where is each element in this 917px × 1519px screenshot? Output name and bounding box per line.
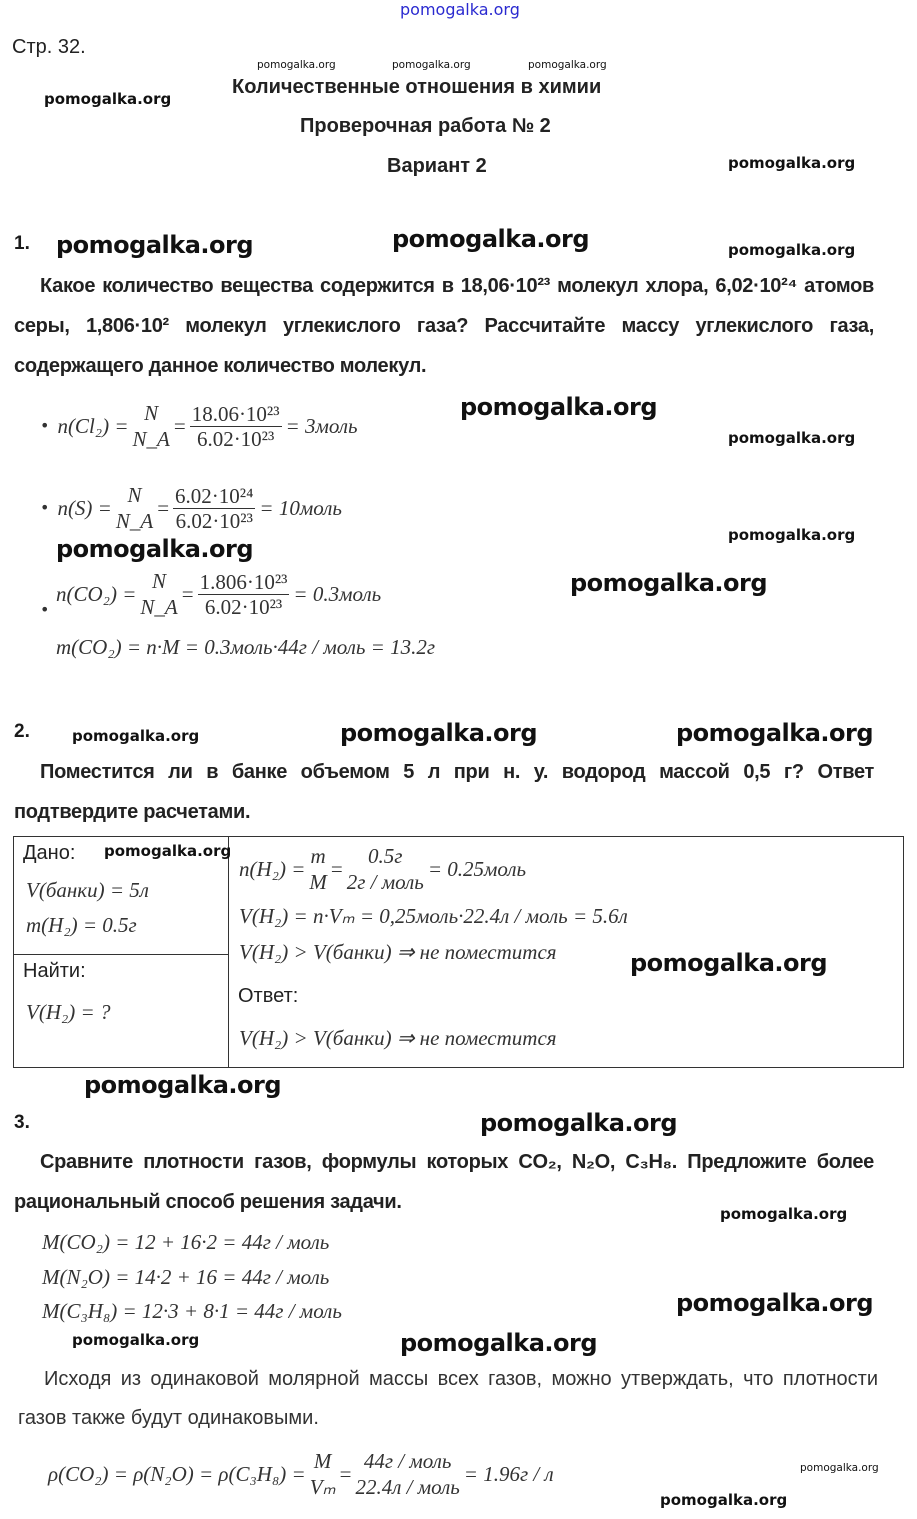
find-value: V(H₂) = ?: [26, 1000, 111, 1024]
bullet-icon: •: [40, 600, 50, 619]
watermark: pomogalka.org: [720, 1205, 848, 1223]
given-label: Дано:: [23, 842, 76, 864]
watermark: pomogalka.org: [728, 154, 856, 172]
formula-n-s: • n(S) = N N_A = $\frac{\text{6.02·10²⁴}}{\text{6.02·10²³}}$ = 10моль: [40, 483, 342, 533]
title: Количественные отношения в химии: [232, 76, 602, 98]
task3-number: 3.: [14, 1112, 30, 1133]
conclusion-text: Исходя из одинаковой молярной массы всех газов, можно утверждать, что плотности газов также будут одинаковыми.: [18, 1368, 878, 1429]
task2-question: Поместится ли в банке объемом 5 л при н. у. водород массой 0,5 г? Ответ подтвердите расчетами.: [14, 761, 874, 823]
variant: Вариант 2: [387, 155, 487, 177]
bullet-icon: •: [40, 498, 50, 517]
watermark: pomogalka.org: [570, 569, 768, 597]
molar-mass-n2o: M(N₂O) = 14·2 + 16 = 44г / моль: [42, 1265, 330, 1289]
watermark: pomogalka.org: [480, 1109, 678, 1137]
watermark: pomogalka.org: [84, 1071, 282, 1099]
watermark: pomogalka.org: [400, 1329, 598, 1357]
formula-n-co2: n(CO₂) = N N_A = $\frac{\text{1.806·10²³}}{\text{6.02·10²³}}$ = 0.3моль: [56, 569, 382, 619]
molar-mass-co2: M(CO₂) = 12 + 16·2 = 44г / моль: [42, 1230, 330, 1254]
page-number: Стр. 32.: [12, 36, 86, 58]
watermark: pomogalka.org: [56, 535, 254, 563]
watermark: pomogalka.org: [104, 842, 232, 860]
watermark: pomogalka.org: [340, 719, 538, 747]
watermark: pomogalka.org: [528, 59, 607, 71]
watermark: pomogalka.org: [56, 231, 254, 259]
molar-mass-c3h8: M(C₃H₈) = 12·3 + 8·1 = 44г / моль: [42, 1299, 342, 1323]
watermark: pomogalka.org: [72, 727, 200, 745]
bullet-icon: •: [40, 416, 50, 435]
watermark: pomogalka.org: [257, 59, 336, 71]
watermark: pomogalka.org: [630, 949, 828, 977]
watermark: pomogalka.org: [44, 90, 172, 108]
watermark: pomogalka.org: [728, 241, 856, 259]
task1-number: 1.: [14, 233, 30, 254]
watermark: pomogalka.org: [676, 1289, 874, 1317]
watermark: pomogalka.org: [728, 526, 856, 544]
watermark: pomogalka.org: [676, 719, 874, 747]
given-volume: V(банки) = 5л: [26, 878, 149, 902]
given-mass: m(H₂) = 0.5г: [26, 913, 137, 937]
solution-v-h2: V(H₂) = n·Vₘ = 0,25моль·22.4л / моль = 5.6л: [239, 904, 628, 928]
task2-number: 2.: [14, 721, 30, 742]
formula-n-cl2: • n(Cl₂) = N N_A = $\frac{\text{18.06·10²³}}{\text{6.02·10²³}}$ = 3моль: [40, 401, 358, 451]
subtitle: Проверочная работа № 2: [300, 115, 551, 137]
watermark: pomogalka.org: [460, 393, 658, 421]
formula-m-co2: m(CO₂) = n·M = 0.3моль·44г / моль = 13.2г: [56, 635, 436, 659]
find-label: Найти:: [23, 960, 86, 982]
watermark: pomogalka.org: [392, 59, 471, 71]
watermark: pomogalka.org: [800, 1462, 879, 1474]
answer: V(H₂) > V(банки) ⇒ не поместится: [239, 1026, 557, 1050]
watermark: pomogalka.org: [660, 1491, 788, 1509]
watermark: pomogalka.org: [728, 429, 856, 447]
watermark: pomogalka.org: [392, 225, 590, 253]
density-formula: ρ(CO₂) = ρ(N₂O) = ρ(C₃H₈) = M Vₘ = 44г / моль 22.4л / моль = 1.96г / л: [48, 1449, 554, 1499]
answer-label: Ответ:: [238, 985, 299, 1007]
task1-question: Какое количество вещества содержится в 18,06·10²³ молекул хлора, 6,02·10²⁴ атомов серы, 1,806·10² молекул углекислого газа? Рассчитайте массу углекислого газа, содержащего данное количество молекул.: [14, 275, 874, 377]
watermark-link[interactable]: pomogalka.org: [400, 0, 520, 19]
solution-compare: V(H₂) > V(банки) ⇒ не поместится: [239, 940, 557, 964]
task3-question: Сравните плотности газов, формулы которых CO₂, N₂O, C₃H₈. Предложите более рациональный способ решения задачи.: [14, 1151, 874, 1213]
watermark: pomogalka.org: [72, 1331, 200, 1349]
solution-n-h2: n(H₂) = m M = 0.5г 2г / моль = 0.25моль: [239, 844, 527, 894]
